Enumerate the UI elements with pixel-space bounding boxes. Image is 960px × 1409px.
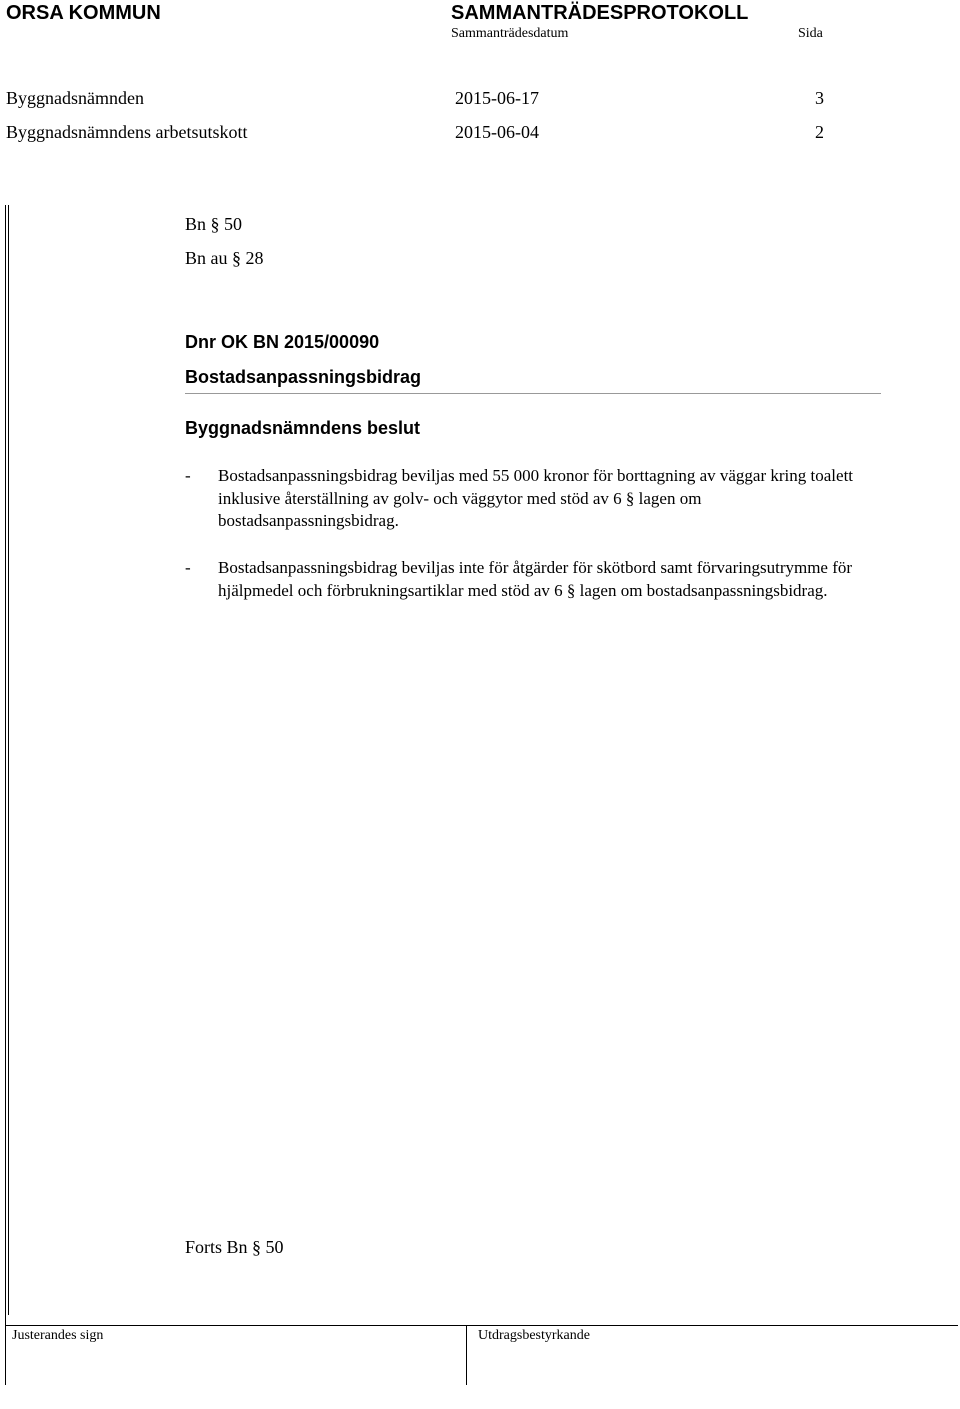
- bullet-dash: -: [185, 466, 191, 485]
- meeting-body: Byggnadsnämnden: [6, 88, 144, 108]
- page-label: Sida: [798, 26, 823, 41]
- meeting-date: 2015-06-04: [455, 122, 539, 142]
- signature-label: Justerandes sign: [12, 1328, 104, 1343]
- continuation-note: Forts Bn § 50: [185, 1237, 284, 1257]
- footer-divider: [5, 1325, 958, 1326]
- case-number: Dnr OK BN 2015/00090: [185, 332, 380, 352]
- decision-text: Bostadsanpassningsbidrag beviljas inte för åtgärder för skötbord samt förvaringsutrymme för hjälpmedel och förbrukningsartiklar med stöd av 6 § lagen om bostadsanpassningsbidrag.: [218, 558, 853, 600]
- meeting-date-label: Sammanträdesdatum: [451, 26, 569, 41]
- bullet-dash: -: [185, 558, 191, 577]
- organization-name: ORSA KOMMUN: [6, 2, 161, 24]
- left-margin-line: [5, 205, 6, 1385]
- document-title: SAMMANTRÄDESPROTOKOLL: [451, 2, 749, 24]
- decision-text: Bostadsanpassningsbidrag beviljas med 55 000 kronor för borttagning av väggar kring toalett inklusive återställning av golv- och väggytor med stöd av 6 § lagen om bostadsanpassningsbidrag.: [218, 466, 854, 530]
- meeting-date: 2015-06-17: [455, 88, 539, 108]
- decision-heading: Byggnadsnämndens beslut: [185, 418, 421, 438]
- footer-column-divider: [466, 1325, 467, 1385]
- case-subject: Bostadsanpassningsbidrag: [185, 367, 422, 387]
- certification-label: Utdragsbestyrkande: [478, 1328, 590, 1343]
- subject-underline: [185, 393, 881, 394]
- committee-paragraph-number: Bn au § 28: [185, 248, 264, 268]
- inner-margin-line: [8, 205, 9, 1315]
- meeting-page: 2: [815, 122, 824, 142]
- meeting-body: Byggnadsnämndens arbetsutskott: [6, 122, 248, 142]
- meeting-page: 3: [815, 88, 824, 108]
- paragraph-number: Bn § 50: [185, 214, 243, 234]
